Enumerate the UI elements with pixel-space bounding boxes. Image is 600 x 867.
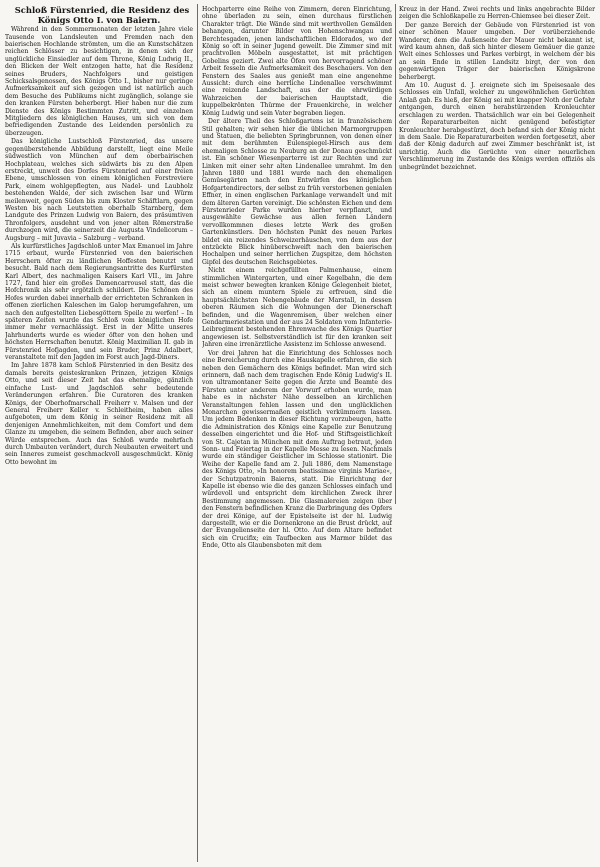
article-title: Schloß Fürstenried, die Residenz des Königs Otto I. von Baiern.	[14, 6, 190, 25]
paragraph: Am 10. August d. J. ereignete sich im Speisesaale des Schlosses ein Unfall, welcher zu ungewöhnlichen Gerüchten Anlaß gab. Es hieß, der König sei mit knapper Noth der Gefahr entgangen, durch einen herabstürzenden Kronleuchter erschlagen zu werden. Thatsächlich war ein bei Gelegenheit der Reparaturarbeiten nicht genügend befestigter Kronleuchter herabgestürzt, doch befand sich der König nicht in dem Saale. Die Reparaturarbeiten werden fortgesetzt, aber daß der König dadurch auf zwei Zimmer beschränkt ist, ist unrichtig. Auch die Gerüchte von einer neuerlichen Verschlimmerung im Zustande des Königs werden offiziös als unbegründet bezeichnet.	[399, 82, 595, 171]
paragraph: Das königliche Lustschloß Fürstenried, das unsere gegenüberstehende Abbildung darstellt, liegt eine Meile südwestlich von München auf dem oberbairischen Hochplateau, welches sich südwärts bis zu den Alpen erstreckt, unweit des Dorfes Fürstenried auf einer freien Ebene, umschlossen von einem königlichen Forstreviere Park, einem wohlgepflegten, aus Nadel- und Laubholz bestehenden Walde, der sich zwischen Isar und Würm meilenweit, gegen Süden bis zum Kloster Schäftlarn, gegen Westen bis nach Leutstetten oberhalb Starnberg, dem Landgute des Prinzen Ludwig von Baiern, des präsumtiven Thronfolgers, ausdehnt und von jener alten Römerstraße durchzogen wird, die seinerzeit die Augusta Vindelicorum – Augsburg – mit Juvavia – Salzburg – verband.	[5, 138, 193, 242]
article-column-2	[202, 6, 392, 862]
paragraph: Der ältere Theil des Schloßgartens ist in französischem Stil gehalten; wir sehen hier die üblichen Marmorgruppen und Statuen, die beliebten Springbrunnen, von denen einer mit dem berühmten Eulenspiegel-Hirsch aus dem ehemaligen Schlosse zu Neuburg an der Donau geschmückt ist. Ein schöner Wiesenparterre ist zur Rechten und zur Linken mit einer sehr alten Lindenallee umrahmt. Im den Jahren 1880 und 1881 wurde nach den ehemaligen Gemüsegärten nach den Entwürfen des königlichen Hofgartendirectors, der selbst zu früh verstorbenen genialen Effner, in einen englischen Parkanlage verwandelt und mit dem älteren Garten vereinigt. Die schönsten Eichen und dem Fürstenrieder Parke wurden hierher verpflanzt, und ausgewählte Gewächse aus allen fernen Ländern vervollkommnen dieses letzte Werk des großen Gartenkünstlers. Den höchsten Punkt des neuen Parkes bildet ein reizendes Schweizerhäuschen, von dem aus der entzückte Blick hinüberschweift nach den baierischen Hochalpen und seiner herrlichen Zugspitze, dem höchsten Gipfel des deutschen Reichsgebietes.	[202, 118, 392, 266]
article-column-3	[399, 6, 595, 511]
paragraph: Im Jahre 1878 kam Schloß Fürstenried in den Besitz des damals bereits geisteskranken Prinzen, jetzigen Königs Otto, und seit dieser Zeit hat das ehemalige, gänzlich einfache Lust- und Jagdschloß sehr bedeutende Veränderungen erfahren. Die Curatoren des kranken Königs, der Oberhofmarschall Freiherr v. Malsen und der General Freiherr Keller v. Schleitheim, haben alles aufgeboten, um dem König in seiner Residenz mit all denjenigen Annehmlichkeiten, mit dem Comfort und dem Glanze zu umgeben, die seinem Befinden, aber auch seiner Würde entsprechen. Auch das Schloß wurde mehrfach durch Umbauten verändert, durch Neubauten erweitert und sein Inneres zumeist geschmackvoll ausgeschmückt. König Otto bewohnt im	[5, 362, 193, 466]
paragraph: Hochparterre eine Reihe von Zimmern, deren Einrichtung, ohne überladen zu sein, einen durchaus fürstlichen Charakter trägt. Die Wände sind mit werthvollen Gemälden behangen, darunter Bilder von Hohenschwangau und Berchtesgaden, jenen landschaftlichen Eldorados, wo der König so oft in seiner Jugend geweilt. Die Zimmer sind mit prachtvollen Möbeln ausgestattet, ist mit prächtigen Gobelins geziert. Zwei alte Öfen von hervorragend schöner Arbeit fesseln die Aufmerksamkeit des Beschauers. Von den Fenstern des Saales aus genießt man eine angenehme Aussicht: durch eine herrliche Lindenallee verschwimmt eine reizende Landschaft, aus der die ehrwürdigen Wahrzeichen der baierischen Hauptstadt, die kuppelbekrönten Thürme der Frauenkirche, in welcher König Ludwig und sein Vater begraben liegen.	[202, 6, 392, 117]
paragraph: Vor drei Jahren hat die Einrichtung des Schlosses noch eine Bereicherung durch eine Hauskapelle erfahren, die sich neben den Gemächern des Königs befindet. Man wird sich erinnern, daß nach dem tragischen Ende König Ludwig's II. von ultramontaner Seite gegen die Ärzte und Beamte des Fürsten unter anderem der Vorwurf erhoben wurde, man habe es in nächster Nähe desselben an kirchlichen Veranstaltungen fehlen lassen und den unglücklichen Monarchen gewissermaßen geistlich verkümmern lassen. Um jedem Bedenken in dieser Richtung vorzubeugen, hatte die Administration des Königs eine Kapelle zur Benutzung desselben eingerichtet und die Hof- und Stiftsgeistlichkeit von St. Cajetan in München mit dem Auftrag betraut, jeden Sonn- und Feiertag in der Kapelle Messe zu lesen. Nachmals wurde ein ständiger Geistlicher im Schlosse stationirt. Die Weihe der Kapelle fand am 2. Juli 1886, dem Namenstage des Königs Otto, »In honorem beatissimae virginis Mariae«, der Schutzpatronin Baierns, statt. Die Einrichtung der Kapelle ist ebenso wie die des ganzen Schlosses einfach und würdevoll und entspricht dem kirchlichen Zweck ihrer Bestimmung angemessen. Die Glasmalereien zeigen über den Fenstern befindlichen Kranz die Darbringung des Opfers der drei Könige, auf der Epistelseite ist der hl. Ludwig dargestellt, wie er die Dornenkrone an die Brust drückt, auf der Evangelienseite der hl. Otto. Auf dem Altare befindet sich ein Crucifix; ein Taufbecken aus Marmor bildet das Ende, Otto als Glaubensboten mit dem	[202, 349, 392, 550]
paragraph: Nicht einem reichgefüllten Palmenhause, einem stimmlichen Wintergarten, und einer Kegelbahn, die dem meist schwer bewegten kranken Könige Gelegenheit bietet, sich an einem muntern Spiele zu erfreuen, sind die hauptsächlichsten Nebengebäude der Marstall, in dessen oberen Räumen sich die Wohnungen der Dienerschaft befinden, und die Wagenremisen, über welchen einer Gendarmeriestation und der aus 24 Soldaten vom Infanterie-Leibregiment bestehenden Ehrenwache des Königs Quartier angewiesen ist. Selbstverständlich ist für den kranken seit Jahren eine irrenärztliche Assistenz im Schlosse anwesend.	[202, 267, 392, 349]
column-divider-2	[395, 4, 396, 504]
paragraph: Während in den Sommermonaten der letzten Jahre viele Tausende von Landsleuten und Fremden nach den baierischen Hochlande strömten, um die an Kunstschätzen reichen Schlösser zu besichtigen, in denen sich der unglückliche Einsiedler auf dem Throne, König Ludwig II., den Blicken der Welt entzogen hatte, hat die Residenz seines Bruders, Nachfolgers und geistigen Schicksalsgenossen, des Königs Otto I., bisher nur geringe Aufmerksamkeit auf sich gezogen und ist natürlich auch dem Besuche des Publikums nicht zugänglich, solange sie den kranken Fürsten beherbergt. Hier haben nur die zum Dienste des Königs Bestimmten Zutritt, und einzelnen Mitgliedern des königlichen Hauses, um sich von dem befriedigenden Zustande des Leidenden persönlich zu überzeugen.	[5, 26, 193, 137]
column-divider-1	[197, 4, 198, 862]
paragraph: Kreuz in der Hand. Zwei rechts und links angebrachte Bilder zeigen die Schloßkapelle zu Herren-Chiemsee bei dieser Zeit.	[399, 6, 595, 21]
paragraph: Der ganze Bereich der Gebäude von Fürstenried ist von einer schönen Mauer umgeben. Der vorüberziehende Wanderer, dem die Außenseite der Mauer nicht bekannt ist, wird kaum ahnen, daß sich hinter diesem Gemäuer die ganze Welt eines Schlosses und Parkes verbirgt, in welchem der bis an sein Ende in stillen Landsitz birgt, der von den gegenwärtigen Träger der baierischen Königskrone beherbergt.	[399, 21, 595, 81]
paragraph: Als kurfürstliches Jagdschloß unter Max Emanuel im Jahre 1715 erbaut, wurde Fürstenried von den baierischen Herrschern öfter zu ländlichen Hoffesten benutzt und besucht. Bald nach dem Regierungsantritte des Kurfürsten Karl Albert, des nachmaligen Kaisers Karl VII., im Jahre 1727, fand hier ein großes Damencarrousel statt, das die Hofchronik als sehr ergötzlich schildert. Die Schönen des Hofes wurden dabei innerhalb der errichteten Schranken in offenen zierlichen Kaleschen im Galop herumgefahren, um nach den aufgestellten Liebesgöttern Speile zu werfen! – In späteren Zeiten wurde das Schloß vom königlichen Hofe immer mehr vernachlässigt. Erst in der Mitte unseres Jahrhunderts wurde es wieder öfter von den hohen und höchsten Herrschaften benutzt. König Maximilian II. gab in Fürstenried Hofjagden, und sein Bruder, Prinz Adalbert, veranstaltete mit den Jagden im Forst auch Jagd-Diners.	[5, 242, 193, 362]
article-column-1	[5, 6, 193, 862]
